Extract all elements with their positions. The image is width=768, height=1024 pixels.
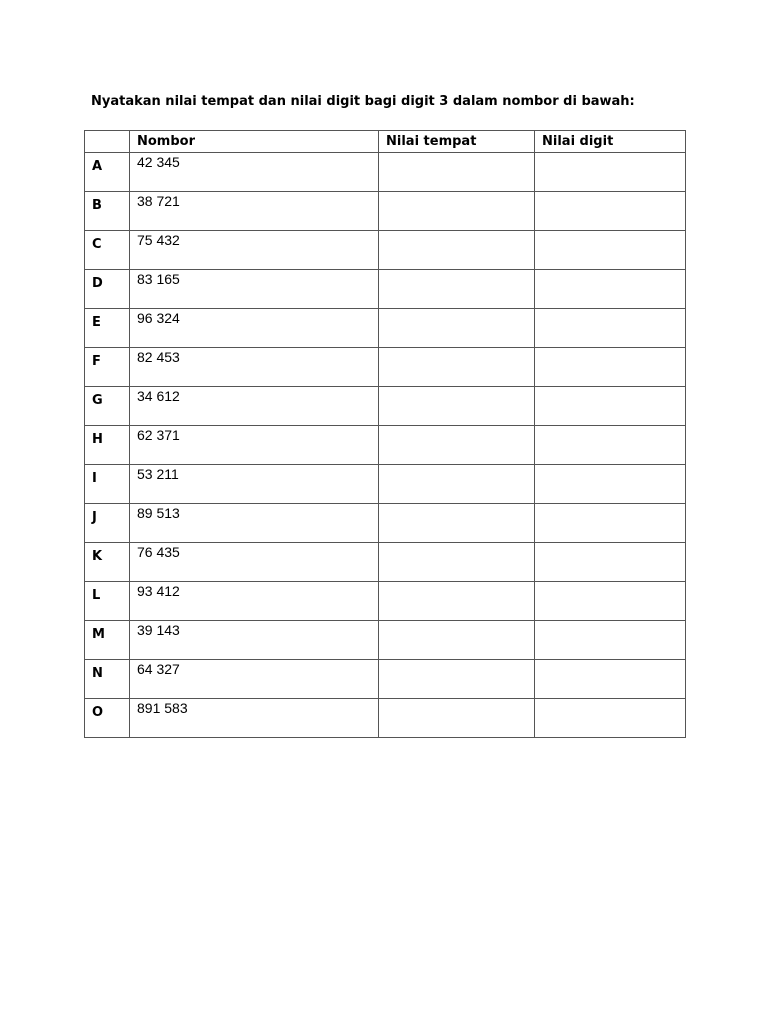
row-letter: H xyxy=(85,426,130,465)
row-number: 891 583 xyxy=(130,699,379,738)
table-row xyxy=(85,582,686,621)
row-number: 83 165 xyxy=(130,270,379,309)
nilai-digit-cell[interactable] xyxy=(535,660,686,699)
nilai-digit-cell[interactable] xyxy=(535,387,686,426)
row-number: 75 432 xyxy=(130,231,379,270)
table-row xyxy=(85,426,686,465)
row-number: 96 324 xyxy=(130,309,379,348)
row-number: 39 143 xyxy=(130,621,379,660)
row-number: 82 453 xyxy=(130,348,379,387)
nilai-digit-cell[interactable] xyxy=(535,309,686,348)
nilai-tempat-cell[interactable] xyxy=(379,699,535,738)
table-row xyxy=(85,387,686,426)
nilai-tempat-cell[interactable] xyxy=(379,465,535,504)
row-number: 42 345 xyxy=(130,153,379,192)
row-letter: E xyxy=(85,309,130,348)
table-row xyxy=(85,270,686,309)
row-letter: D xyxy=(85,270,130,309)
nilai-digit-cell[interactable] xyxy=(535,582,686,621)
row-number: 89 513 xyxy=(130,504,379,543)
nilai-tempat-cell[interactable] xyxy=(379,231,535,270)
header-nilai-tempat: Nilai tempat xyxy=(379,131,535,153)
table-row xyxy=(85,504,686,543)
row-letter: B xyxy=(85,192,130,231)
nilai-digit-cell[interactable] xyxy=(535,270,686,309)
table-row xyxy=(85,699,686,738)
nilai-tempat-cell[interactable] xyxy=(379,621,535,660)
nilai-tempat-cell[interactable] xyxy=(379,660,535,699)
nilai-tempat-cell[interactable] xyxy=(379,426,535,465)
table-row xyxy=(85,660,686,699)
nilai-tempat-cell[interactable] xyxy=(379,348,535,387)
nilai-tempat-cell[interactable] xyxy=(379,192,535,231)
nilai-digit-cell[interactable] xyxy=(535,465,686,504)
nilai-digit-cell[interactable] xyxy=(535,426,686,465)
row-letter: F xyxy=(85,348,130,387)
row-number: 93 412 xyxy=(130,582,379,621)
nilai-digit-cell[interactable] xyxy=(535,192,686,231)
row-number: 53 211 xyxy=(130,465,379,504)
nilai-tempat-cell[interactable] xyxy=(379,543,535,582)
header-nombor: Nombor xyxy=(130,131,379,153)
row-letter: A xyxy=(85,153,130,192)
nilai-tempat-cell[interactable] xyxy=(379,504,535,543)
nilai-digit-cell[interactable] xyxy=(535,543,686,582)
table-header-row xyxy=(85,131,686,153)
nilai-tempat-cell[interactable] xyxy=(379,582,535,621)
nilai-digit-cell[interactable] xyxy=(535,699,686,738)
worksheet-table xyxy=(84,130,686,738)
row-letter: G xyxy=(85,387,130,426)
nilai-tempat-cell[interactable] xyxy=(379,309,535,348)
row-number: 38 721 xyxy=(130,192,379,231)
row-number: 34 612 xyxy=(130,387,379,426)
row-number: 76 435 xyxy=(130,543,379,582)
row-letter: L xyxy=(85,582,130,621)
nilai-digit-cell[interactable] xyxy=(535,153,686,192)
row-letter: M xyxy=(85,621,130,660)
table-row xyxy=(85,192,686,231)
row-letter: O xyxy=(85,699,130,738)
row-number: 64 327 xyxy=(130,660,379,699)
nilai-tempat-cell[interactable] xyxy=(379,153,535,192)
nilai-digit-cell[interactable] xyxy=(535,231,686,270)
nilai-digit-cell[interactable] xyxy=(535,621,686,660)
nilai-tempat-cell[interactable] xyxy=(379,387,535,426)
row-letter: K xyxy=(85,543,130,582)
instruction-text: Nyatakan nilai tempat dan nilai digit bagi digit 3 dalam nombor di bawah: xyxy=(91,94,635,109)
table-row xyxy=(85,621,686,660)
row-letter: N xyxy=(85,660,130,699)
row-letter: J xyxy=(85,504,130,543)
row-number: 62 371 xyxy=(130,426,379,465)
table-row xyxy=(85,465,686,504)
header-nilai-digit: Nilai digit xyxy=(535,131,686,153)
row-letter: C xyxy=(85,231,130,270)
table-row xyxy=(85,309,686,348)
header-letter xyxy=(85,131,130,153)
table-row xyxy=(85,543,686,582)
table-row xyxy=(85,231,686,270)
row-letter: I xyxy=(85,465,130,504)
table-row xyxy=(85,348,686,387)
nilai-tempat-cell[interactable] xyxy=(379,270,535,309)
table-row xyxy=(85,153,686,192)
nilai-digit-cell[interactable] xyxy=(535,504,686,543)
nilai-digit-cell[interactable] xyxy=(535,348,686,387)
